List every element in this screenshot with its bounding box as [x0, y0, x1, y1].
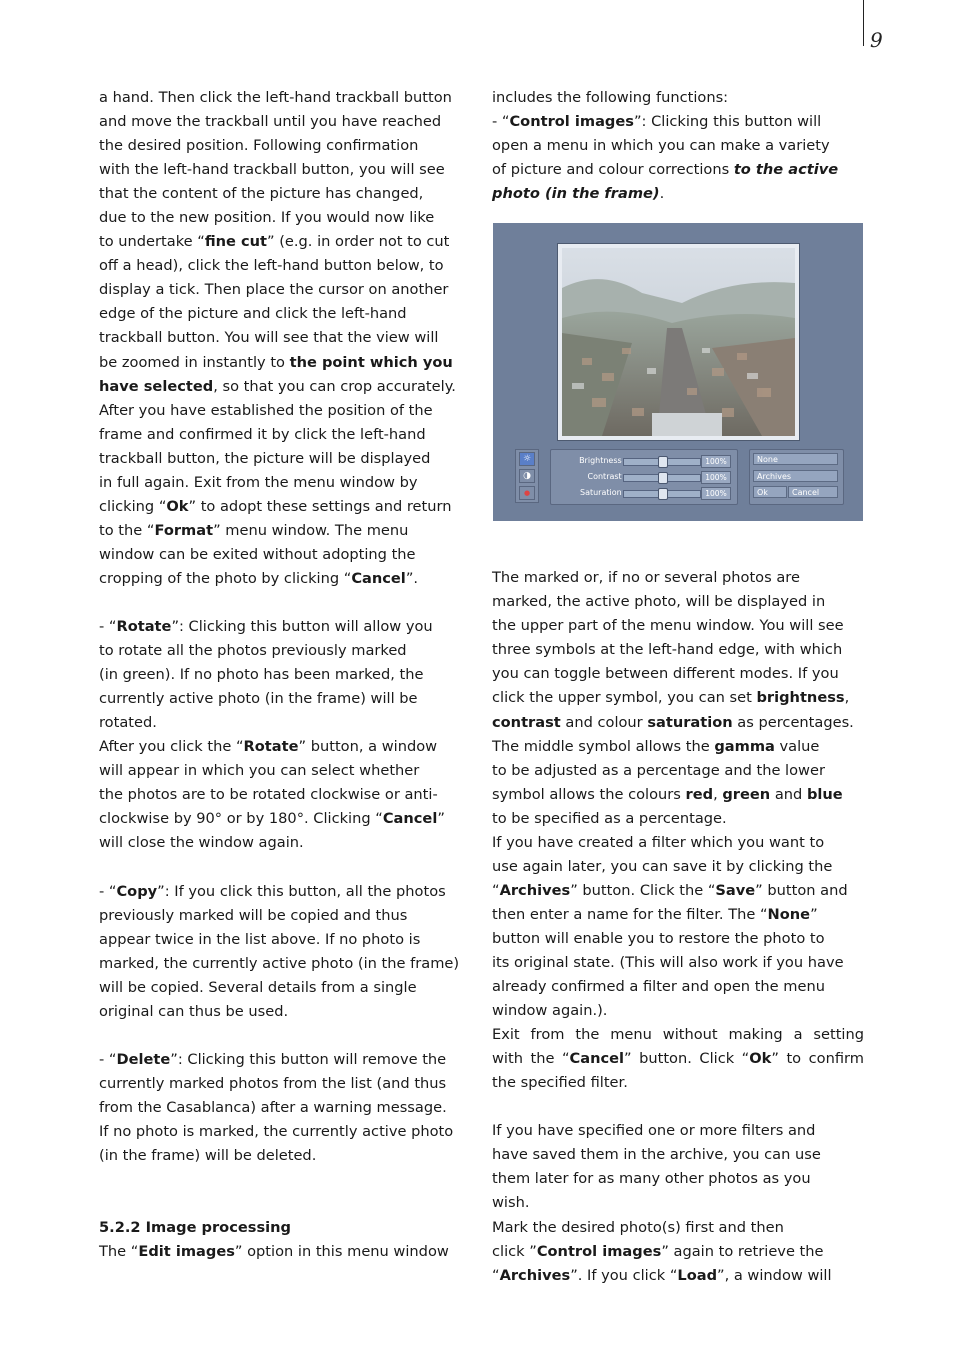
slider-saturation — [551, 486, 737, 500]
text-line: previously marked will be copied and thus — [99, 906, 408, 924]
text-line: - “Control images”: Clicking this button will — [492, 113, 822, 131]
archives-button[interactable]: Archives — [753, 470, 838, 482]
slider-track[interactable] — [623, 490, 701, 498]
text-line: the upper part of the menu window. You will see — [492, 617, 844, 635]
text-line: open a menu in which you can make a variety — [492, 137, 830, 155]
text-line: be zoomed in instantly to the point which you — [99, 353, 453, 371]
slider-knob[interactable] — [658, 472, 668, 484]
text-line: marked, the active photo, will be displayed in — [492, 593, 826, 611]
slider-track[interactable] — [623, 458, 701, 466]
control-images-screenshot — [493, 223, 863, 521]
cancel-button[interactable]: Cancel — [788, 486, 838, 498]
city-photo — [562, 248, 795, 436]
text-line: symbol allows the colours red, green and blue — [492, 785, 843, 803]
slider-value: 100% — [701, 487, 731, 500]
text-line: in full again. Exit from the menu window by — [99, 473, 418, 491]
text-line: includes the following functions: — [492, 89, 729, 106]
page-number: 9 — [870, 28, 883, 52]
text-line: will appear in which you can select whether — [99, 762, 420, 780]
text-line: clockwise by 90° or by 180°. Clicking “Cancel” — [99, 810, 445, 828]
slider-knob[interactable] — [658, 488, 668, 500]
text-line: currently marked photos from the list (and thus — [99, 1074, 447, 1092]
filter-buttons-panel — [749, 449, 844, 505]
sun-icon[interactable]: ☼ — [519, 452, 535, 466]
paragraph-delete — [99, 1048, 471, 1168]
text-line: clicking “Ok” to adopt these settings and return — [99, 497, 452, 515]
slider-track[interactable] — [623, 474, 701, 482]
paragraph-functions — [492, 86, 864, 206]
slider-knob[interactable] — [658, 456, 668, 468]
text-line: with the “Cancel” button. Click “Ok” to confirm — [492, 1050, 864, 1068]
text-line: If no photo is marked, the currently active photo — [99, 1123, 454, 1141]
text-line: marked, the currently active photo (in the frame) — [99, 954, 460, 972]
text-line: three symbols at the left-hand edge, with which — [492, 641, 843, 659]
text-line: (in the frame) will be deleted. — [99, 1147, 317, 1165]
slider-contrast — [551, 470, 737, 484]
text-line: the specified filter. — [492, 1074, 628, 1092]
text-line: will be copied. Several details from a single — [99, 978, 417, 996]
text-line: to the “Format” menu window. The menu — [99, 521, 409, 539]
half-circle-icon[interactable]: ◑ — [519, 469, 535, 483]
paragraph-exit — [492, 1023, 864, 1095]
text-line: off a head), click the left-hand button below, to — [99, 257, 444, 275]
adjustment-panel — [550, 449, 738, 505]
text-line: The middle symbol allows the gamma value — [492, 737, 820, 755]
text-line: “Archives”. If you click “Load”, a window will — [492, 1266, 832, 1284]
mode-selector — [515, 449, 539, 503]
text-line: already confirmed a filter and open the menu — [492, 978, 825, 996]
text-line: After you have established the position of the — [99, 401, 433, 419]
text-line: trackball button. You will see that the view will — [99, 329, 439, 347]
text-line: edge of the picture and click the left-hand — [99, 305, 407, 323]
text-line: to undertake “fine cut” (e.g. in order not to cut — [99, 233, 450, 251]
text-line: rotated. — [99, 714, 157, 732]
text-line: with the left-hand trackball button, you will see — [99, 161, 445, 179]
text-line: - “Delete”: Clicking this button will remove the — [99, 1050, 447, 1068]
text-line: have saved them in the archive, you can use — [492, 1146, 821, 1164]
slider-brightness — [551, 454, 737, 468]
text-line: have selected, so that you can crop accurately. — [99, 377, 456, 395]
text-line: original can thus be used. — [99, 1002, 289, 1020]
text-line: frame and confirmed it by click the left-hand — [99, 425, 426, 443]
text-line: the photos are to be rotated clockwise or anti- — [99, 786, 438, 804]
paragraph-archive — [492, 1119, 864, 1287]
text-line: contrast and colour saturation as percentages. — [492, 713, 854, 731]
paragraph-copy — [99, 880, 471, 1024]
text-line: use again later, you can save it by clicking the — [492, 857, 833, 875]
text-line: cropping of the photo by clicking “Cancel”. — [99, 569, 419, 587]
text-line: window again.). — [492, 1002, 608, 1020]
text-line: “Archives” button. Click the “Save” button and — [492, 881, 848, 899]
slider-value: 100% — [701, 471, 731, 484]
text-line: then enter a name for the filter. The “None” — [492, 905, 818, 923]
text-line: of picture and colour corrections to the active — [492, 161, 839, 179]
text-line: button will enable you to restore the photo to — [492, 929, 825, 947]
active-photo-frame — [557, 243, 800, 441]
text-line: photo (in the frame). — [492, 185, 665, 203]
text-line: to be specified as a percentage. — [492, 809, 727, 827]
text-line: to rotate all the photos previously marked — [99, 642, 407, 660]
text-line: If you have created a filter which you want to — [492, 833, 825, 851]
text-line: and move the trackball until you have reached — [99, 113, 442, 131]
text-line: currently active photo (in the frame) will be — [99, 690, 418, 708]
text-line: display a tick. Then place the cursor on another — [99, 281, 449, 299]
text-line: The “Edit images” option in this menu window — [99, 1243, 449, 1261]
ok-button[interactable]: Ok — [753, 486, 787, 498]
text-line: The marked or, if no or several photos are — [492, 569, 800, 587]
text-line: - “Copy”: If you click this button, all the photos — [99, 882, 446, 900]
text-line: that the content of the picture has changed, — [99, 185, 424, 203]
text-line: (in green). If no photo has been marked, the — [99, 666, 424, 684]
paragraph-control-images — [492, 566, 864, 1023]
slider-value: 100% — [701, 455, 731, 468]
none-button[interactable]: None — [753, 453, 838, 465]
slider-label: Contrast — [587, 472, 622, 481]
text-line: window can be exited without adopting the — [99, 545, 416, 563]
paragraph-image-processing — [99, 1240, 471, 1264]
page-header-rule — [863, 0, 864, 46]
color-dots-icon[interactable]: ● — [519, 486, 535, 500]
text-line: After you click the “Rotate” button, a window — [99, 738, 438, 756]
paragraph-crop-intro — [99, 86, 471, 591]
text-line: Mark the desired photo(s) first and then — [492, 1218, 784, 1236]
text-line: from the Casablanca) after a warning message. — [99, 1098, 447, 1116]
text-line: If you have specified one or more filters and — [492, 1122, 816, 1140]
text-line: wish. — [492, 1194, 530, 1212]
text-line: them later for as many other photos as you — [492, 1170, 811, 1188]
text-line: due to the new position. If you would now like — [99, 209, 435, 227]
left-column — [99, 86, 471, 1264]
text-line: trackball button, the picture will be displayed — [99, 449, 431, 467]
text-line: click the upper symbol, you can set brightness, — [492, 689, 850, 707]
text-line: will close the window again. — [99, 834, 304, 852]
text-line: its original state. (This will also work if you have — [492, 953, 844, 971]
section-heading: 5.2.2 Image processing — [99, 1219, 291, 1237]
slider-label: Brightness — [579, 456, 622, 465]
text-line: the desired position. Following confirmation — [99, 137, 419, 155]
text-line: to be adjusted as a percentage and the lower — [492, 761, 825, 779]
text-line: Exit from the menu without making a setting — [492, 1026, 864, 1044]
text-line: you can toggle between different modes. If you — [492, 665, 839, 683]
text-line: - “Rotate”: Clicking this button will allow you — [99, 618, 433, 636]
paragraph-rotate — [99, 615, 471, 855]
text-line: a hand. Then click the left-hand trackball button — [99, 89, 452, 106]
text-line: click ”Control images” again to retrieve the — [492, 1242, 824, 1260]
text-line: appear twice in the list above. If no photo is — [99, 930, 421, 948]
slider-label: Saturation — [579, 488, 622, 497]
